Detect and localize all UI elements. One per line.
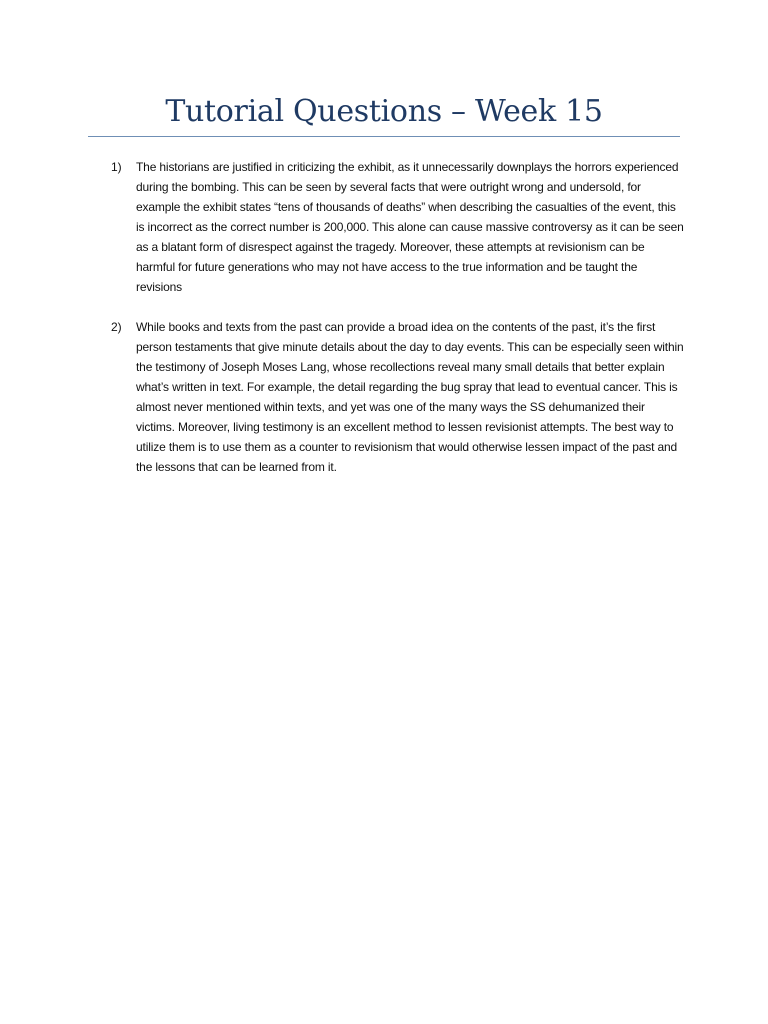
question-list	[111, 157, 686, 497]
question-item-2	[111, 317, 686, 477]
question-item-1	[111, 157, 686, 297]
question-answer-text: The historians are justified in criticizing the exhibit, as it unnecessarily downplays the horrors experienced during the bombing. This can be seen by several facts that were outright wrong and undersold, for example the exhibit states “tens of thousands of deaths” when describing the casualties of the event, this is incorrect as the correct number is 200,000. This alone can cause massive controversy as it can be seen as a blatant form of disrespect against the tragedy. Moreover, these attempts at revisionism can be harmful for future generations who may not have access to the true information and be taught the revisions	[136, 160, 684, 294]
question-number: 2)	[111, 320, 122, 334]
page-title: Tutorial Questions – Week 15	[165, 94, 603, 129]
title-divider	[88, 136, 680, 137]
question-answer-text: While books and texts from the past can provide a broad idea on the contents of the past, it’s the first person testaments that give minute details about the day to day events. This can be especially seen within the testimony of Joseph Moses Lang, whose recollections reveal many small details that better explain what’s written in text. For example, the detail regarding the bug spray that lead to eventual cancer. This is almost never mentioned within texts, and yet was one of the many ways the SS dehumanized their victims. Moreover, living testimony is an excellent method to lessen revisionist attempts. The best way to utilize them is to use them as a counter to revisionism that would otherwise lessen impact of the past and the lessons that can be learned from it.	[136, 320, 684, 474]
question-number: 1)	[111, 160, 122, 174]
